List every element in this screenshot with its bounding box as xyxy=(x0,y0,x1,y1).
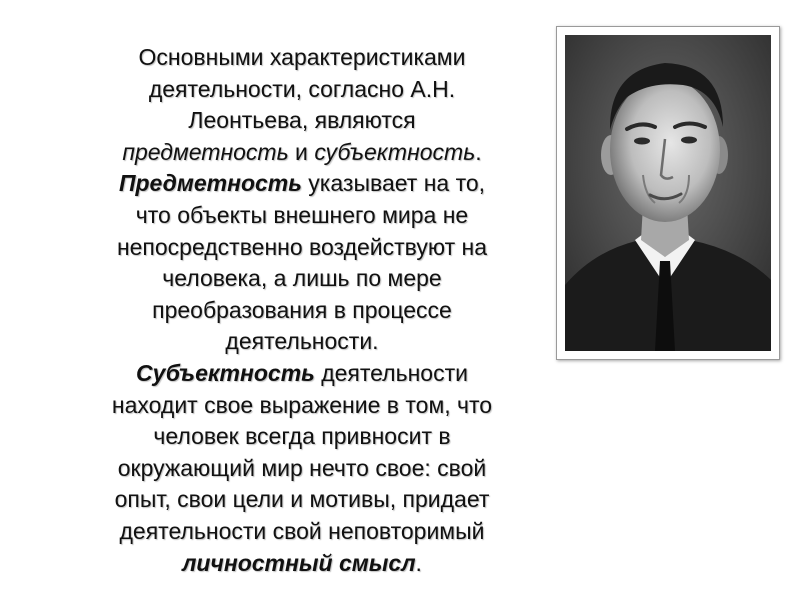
text-line-8: человека, а лишь по мере xyxy=(162,265,442,292)
text-line-16: деятельности свой неповторимый xyxy=(119,517,485,544)
text-line-2: деятельности, согласно А.Н. xyxy=(148,75,456,102)
text-line-13: человек всегда привносит в xyxy=(153,423,451,450)
text-line-1: Основными характеристиками xyxy=(138,44,466,70)
text-line-11-rest: деятельности xyxy=(314,359,468,386)
text-line-5 xyxy=(52,168,552,200)
term-subektnost-bold: Субъектность xyxy=(136,359,315,386)
text-line-14: окружающий мир нечто свое: свой xyxy=(117,454,487,481)
portrait-illustration xyxy=(565,35,771,351)
portrait-photo xyxy=(565,35,771,351)
text-final-period: . xyxy=(415,549,422,576)
text-line-7: непосредственно воздействуют на xyxy=(116,233,488,260)
term-subektnost: субъектность xyxy=(314,138,476,165)
text-line-10: деятельности. xyxy=(225,328,379,355)
text-line-17 xyxy=(52,548,552,580)
text-conjunction: и xyxy=(288,138,315,165)
portrait-frame xyxy=(556,26,780,360)
text-line-9: преобразования в процессе xyxy=(152,296,452,323)
text-line-4 xyxy=(52,137,552,169)
text-line-15: опыт, свои цели и мотивы, придает xyxy=(114,486,490,513)
term-predmetnost-bold: Предметность xyxy=(118,170,302,197)
text-line-12: находит свое выражение в том, что xyxy=(111,391,493,418)
term-predmetnost: предметность xyxy=(122,138,289,165)
term-lichnostny-smysl: личностный смысл xyxy=(182,549,416,576)
text-period: . xyxy=(475,138,482,165)
text-line-3: Леонтьева, являются xyxy=(188,107,416,134)
text-line-5-rest: указывает на то, xyxy=(301,170,486,197)
text-line-6: что объекты внешнего мира не xyxy=(135,201,469,228)
text-line-11 xyxy=(52,358,552,390)
slide-text xyxy=(52,42,552,579)
